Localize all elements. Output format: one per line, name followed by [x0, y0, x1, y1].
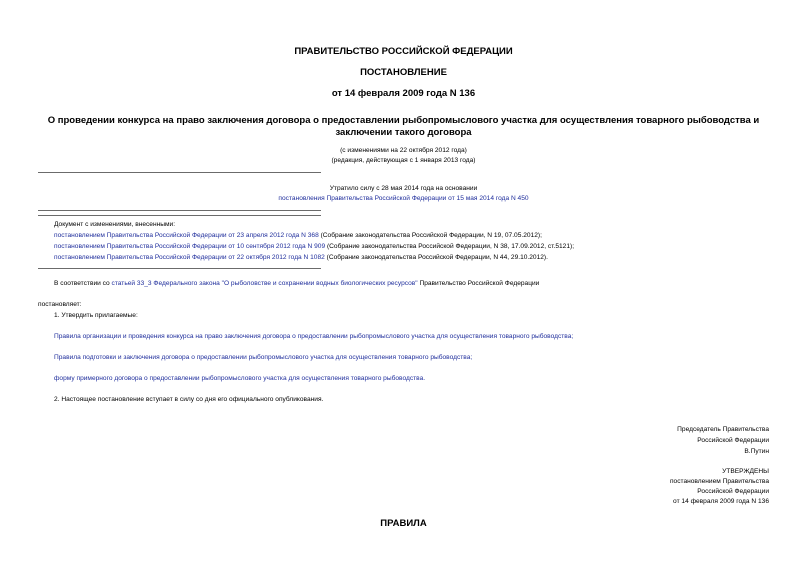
amendment-link[interactable]: постановлением Правительства Российской Федерации от 22 октября 2012 года N 1082 [54, 254, 325, 261]
divider [38, 172, 321, 173]
rules-heading: ПРАВИЛА [380, 518, 427, 529]
document-type: ПОСТАНОВЛЕНИЕ [360, 67, 447, 78]
paragraph-2: 2. Настоящее постановление вступает в силу со дня его официального опубликования. [54, 396, 324, 403]
paragraph-1: 1. Утвердить прилагаемые: [54, 312, 138, 319]
amendment-source: (Собрание законодательства Российской Федерации, N 38, 17.09.2012, ст.5121); [325, 243, 575, 250]
approved-by: постановлением Правительства [669, 478, 769, 485]
amendment-link[interactable]: постановлением Правительства Российской Федерации от 10 сентября 2012 года N 909 [54, 243, 326, 250]
amendment-source: (Собрание законодательства Российской Федерации, N 44, 29.10.2012). [324, 254, 548, 261]
signature-position: Председатель Правительства [677, 426, 769, 433]
approved-country: Российской Федерации [697, 488, 769, 495]
rules-contract-link[interactable]: Правила подготовки и заключения договора о предоставлении рыбопромыслового участка для осуществления товарного рыбоводства; [54, 354, 473, 361]
government-heading: ПРАВИТЕЛЬСТВО РОССИЙСКОЙ ФЕДЕРАЦИИ [294, 46, 513, 57]
amendment-link[interactable]: постановлением Правительства Российской Федерации от 23 апреля 2012 года N 368 [54, 232, 319, 239]
document-date-number: от 14 февраля 2009 года N 136 [331, 88, 476, 99]
legal-basis-prefix: В соответствии со [54, 280, 112, 287]
amendment-item [54, 232, 542, 239]
divider [38, 210, 321, 211]
amendment-source: (Собрание законодательства Российской Федерации, N 19, 07.05.2012); [318, 232, 542, 239]
amendments-intro: Документ с изменениями, внесенными: [54, 221, 176, 228]
document-title: О проведении конкурса на право заключения договора о предоставлении рыбопромыслового участка для осуществления товарного рыбоводства и заключении такого договора [47, 115, 760, 138]
signature-country: Российской Федерации [697, 437, 769, 444]
approved-date: от 14 февраля 2009 года N 136 [673, 498, 769, 505]
expired-basis-link[interactable]: постановления Правительства Российской Федерации от 15 мая 2014 года N 450 [278, 195, 529, 202]
sample-contract-link[interactable]: форму примерного договора о предоставлении рыбопромыслового участка для осуществления товарного рыбоводства. [54, 375, 426, 382]
rules-contest-link[interactable]: Правила организации и проведения конкурса на право заключения договора о предоставлении рыбопромыслового участка для осуществления товарного рыбоводства; [54, 333, 574, 340]
expired-note: Утратило силу с 28 мая 2014 года на основании [329, 185, 478, 192]
amendment-item [54, 254, 548, 261]
changes-note: (с изменениями на 22 октября 2012 года) [340, 147, 467, 154]
federal-law-link[interactable]: статьей 33_3 Федерального закона "О рыболовстве и сохранении водных биологических ресурсов" [111, 280, 418, 287]
divider [38, 268, 321, 269]
signature-name: В.Путин [744, 448, 769, 455]
resolves-word: постановляет: [38, 301, 82, 308]
divider [38, 215, 321, 216]
legal-basis [54, 280, 539, 287]
approved-label: УТВЕРЖДЕНЫ [722, 468, 769, 475]
legal-basis-suffix: Правительство Российской Федерации [417, 280, 540, 287]
amendment-item [54, 243, 574, 250]
edition-note: (редакция, действующая с 1 января 2013 года) [331, 157, 476, 164]
